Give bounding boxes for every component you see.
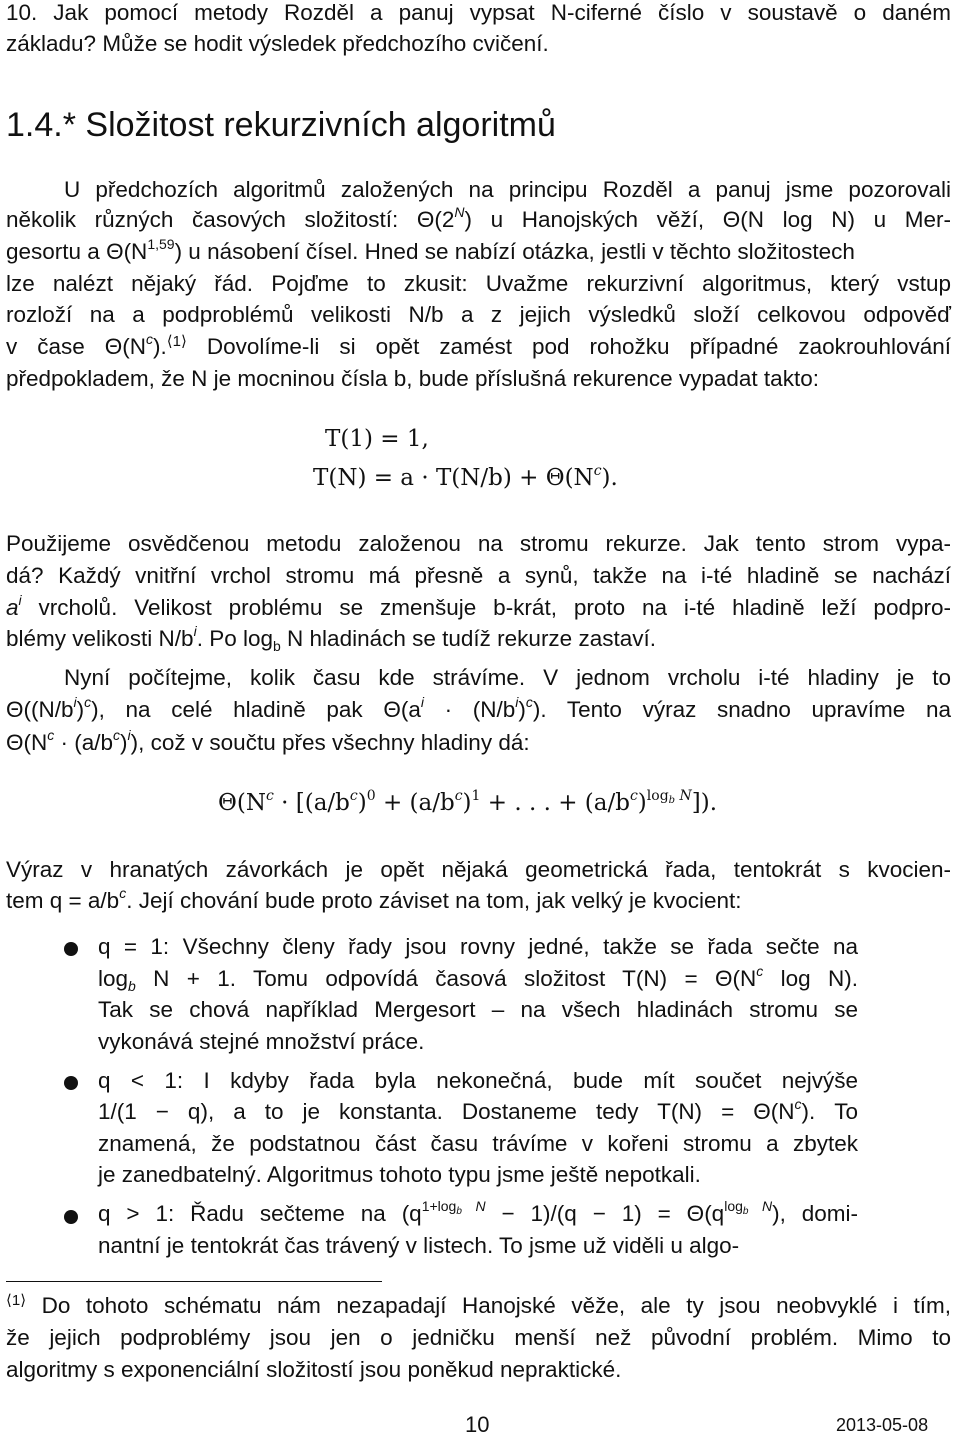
para1-line-3: gesortu a $\Theta(N^{1,59})$ u násobení čísel. Hned se nabízí otázka, jestli v těchto složitostech [6,236,855,264]
bullet-1-marker [64,942,78,956]
bullet-1-line-3: Tak se chová například Mergesort – na všech hladinách stromu se [98,997,858,1022]
section-title: 1.4.* Složitost rekurzivních algoritmů [6,106,556,144]
bullet-1-line-2: $\log_b N + 1$. Tomu odpovídá časová složitost $T(N) = \Theta(N^c$ log N). [98,963,858,994]
footnote-line-3: algoritmy s exponenciální složitostí jsou poněkud nepraktické. [6,1357,622,1382]
bullet-1-line-4: vykonává stejné množství práce. [98,1029,425,1054]
bullet-2-line-4: je zanedbatelný. Algoritmus tohoto typu jsme ještě nepotkali. [98,1162,701,1187]
para4-line-2: tem $q = a/b^c$. Její chování bude proto záviset na tom, jak velký je kvocient: [6,885,742,913]
para2-line-3: $a^i$ vrcholů. Velikost problému se zmenšuje b-krát, proto na i-té hladině leží podpro- [6,592,951,620]
para1-line-4: lze nalézt nějaký řád. Pojďme to zkusit: Uvažme rekurzivní algoritmus, který vstup [6,271,951,296]
exercise-10-line-1: 10. Jak pomocí metody Rozděl a panuj vypsat N-ciferné číslo v soustavě o daném [6,0,951,25]
para2-line-2: dá? Každý vnitřní vrchol stromu má přesně a synů, takže na i-té hladině se nachází [6,563,951,588]
footnote-rule [6,1281,382,1282]
date-stamp: 2013-05-08 [836,1415,929,1435]
para1-line-1: U předchozích algoritmů založených na principu Rozděl a panuj jsme pozorovali [64,177,951,202]
para1-line-6: v čase $\Theta(N^c).^{⟨1⟩}$ Dovolíme-li si opět zamést pod rohožku případné zaokrouhlování [6,331,951,359]
bullet-3-line-2: nantní je tentokrát čas trávený v listech. To jsme už viděli u algo- [98,1233,740,1258]
footnote-mark: ⟨1⟩ [6,1292,27,1309]
para2-line-4: blémy velikosti $N/b^i$. Po $\log_b N$ hladinách se tudíž rekurze zastaví. [6,623,656,654]
bullet-2-line-2: 1/(1 − q), a to je konstanta. Dostaneme tedy $T(N) = \Theta(N^c)$. To [98,1096,858,1124]
para1-line-2: několik různých časových složitostí: $\Theta(2^N)$ u Hanojských věží, Θ(N log N) u Mer- [6,204,951,232]
bullet-2-line-3: znamená, že podstatnou část času trávíme v kořeni stromu a zbytek [98,1131,858,1156]
para3-line-2: $\Theta((N/b^i)^c)$, na celé hladině pak $\Theta(a^i \cdot (N/b^i)^c)$. Tento výraz snadno upravíme na [6,694,951,722]
footnote-line-1: $^{⟨1⟩}$ Do tohoto schématu nám nezapadají Hanojské věže, ale ty jsou neobvyklé i tím, [6,1292,951,1318]
para2-line-1: Použijeme osvědčenou metodu založenou na stromu rekurze. Jak tento strom vypa- [6,531,951,556]
bullet-3-line-1: q > 1: Řadu sečteme na $(q^{1+log_b N} - 1)/(q - 1) = \Theta(q^{log_b N})$, domi- [98,1198,859,1226]
recurrence-eq-2: $T(N) = a \cdot T(N/b) + \Theta(N^c)$. [313,463,618,491]
para1-line-5: rozloží na a podproblémů velikosti N/b a z jejich výsledků složí celkovou odpověď [6,302,951,327]
bullet-3-marker [64,1210,78,1224]
geometric-sum-eq: $\Theta(N^c \cdot [(a/b^c)^0 + (a/b^c)^1$ + . . . + $(a/b^c)^{log_b N}$]). [218,788,718,816]
para1-line-7: předpokladem, že N je mocninou čísla b, bude příslušná rekurence vypadat takto: [6,366,819,391]
bullet-1-line-1: q = 1: Všechny členy řady jsou rovny jedné, takže se řada sečte na [98,934,858,959]
para3-line-3: $\Theta(N^c \cdot (a/b^c)^i)$, což v součtu přes všechny hladiny dá: [6,727,530,755]
footnote-line-2: že jejich podproblémy jsou jen o jedničku menší než původní problém. Mimo to [6,1325,951,1350]
bullet-2-marker [64,1076,78,1090]
bullet-2-line-1: q < 1: I kdyby řada byla nekonečná, bude mít součet nejvýše [98,1068,858,1093]
exercise-10-line-2: základu? Může se hodit výsledek předchozího cvičení. [6,31,549,56]
footnote-ref[interactable]: ⟨1⟩ [166,333,187,350]
para3-line-1: Nyní počítejme, kolik času kde strávíme. V jednom vrcholu i-té hladiny je to [64,665,951,690]
recurrence-eq-1: T(1) = 1, [325,426,429,452]
page-number: 10 [465,1412,490,1437]
para4-line-1: Výraz v hranatých závorkách je opět nějaká geometrická řada, tentokrát s kvocien- [6,857,951,882]
